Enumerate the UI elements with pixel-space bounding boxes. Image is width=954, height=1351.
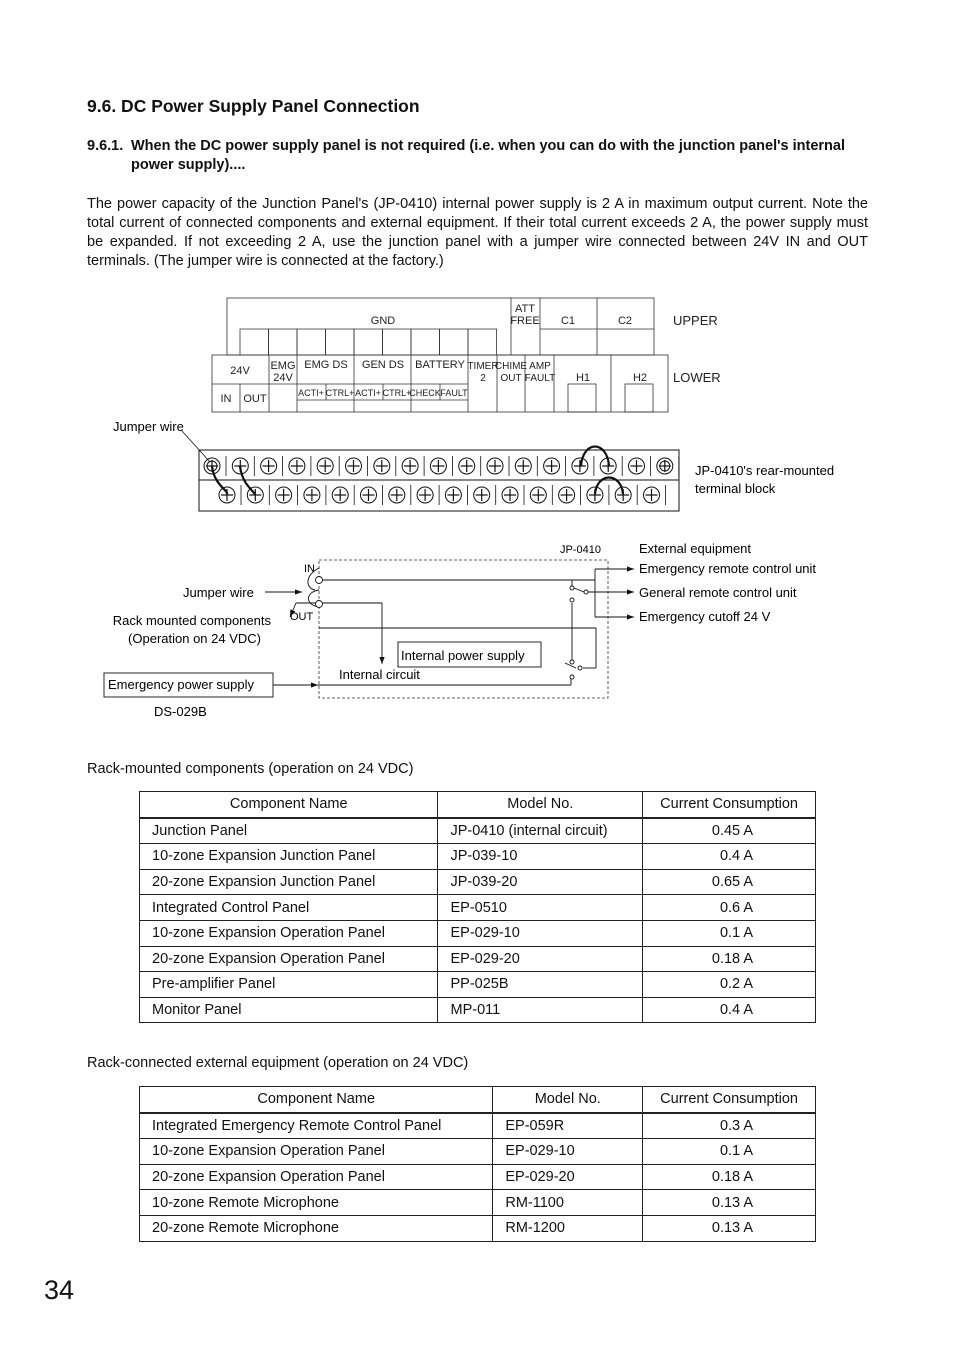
rack-components-label: Rack mounted components (112, 613, 271, 628)
component-name-cell: Junction Panel (140, 818, 438, 844)
model-cell: RM-1200 (493, 1215, 643, 1241)
terminal-screw-icon (559, 487, 575, 503)
amp-label: AMP (529, 361, 551, 372)
model-cell: EP-059R (493, 1113, 643, 1139)
table-row (140, 1113, 816, 1139)
rack-components-sublabel: (Operation on 24 VDC) (128, 631, 261, 646)
current-cell: 0.13 A (643, 1215, 816, 1241)
component-name-cell: Integrated Emergency Remote Control Panel (140, 1113, 493, 1139)
component-name-cell: 20-zone Expansion Operation Panel (140, 1164, 493, 1190)
subsection-text: When the DC power supply panel is not required (i.e. when you can do with the junction panel's internal power supply).... (131, 138, 846, 173)
terminal-screw-icon (417, 487, 433, 503)
current-cell: 0.13 A (643, 1190, 816, 1216)
component-name-cell: 10-zone Remote Microphone (140, 1190, 493, 1216)
component-name-cell: Monitor Panel (140, 997, 438, 1023)
table-row (140, 1164, 816, 1190)
terminal-screw-icon (346, 458, 362, 474)
current-cell: 0.1 A (643, 1139, 816, 1165)
h2-label: H2 (632, 372, 648, 384)
output-label: Emergency remote control unit (639, 561, 817, 576)
terminal-block-diagram (0, 290, 954, 530)
lower-label: LOWER (673, 370, 721, 385)
column-header: Current Consumption (643, 1087, 816, 1113)
terminal-screw-icon (402, 458, 418, 474)
att-label: ATT (515, 303, 535, 315)
column-header: Current Consumption (643, 792, 816, 818)
timer2-label: 2 (480, 373, 486, 384)
ds-model-label: DS-029B (154, 704, 207, 719)
out-label: OUT (243, 393, 267, 405)
c1-label: C1 (560, 315, 576, 327)
terminal-screw-icon (502, 487, 518, 503)
rack-mounted-table (139, 791, 816, 1023)
current-cell: 0.45 A (643, 818, 816, 844)
subsection-number: 9.6.1. (87, 138, 124, 154)
model-cell: JP-039-20 (438, 869, 643, 895)
upper-label: UPPER (673, 313, 718, 328)
terminal-screw-icon (219, 487, 235, 503)
circuit-diagram (0, 535, 954, 720)
table-row (140, 946, 816, 972)
terminal-screw-icon (629, 458, 645, 474)
jumper-wire-label: Jumper wire (183, 585, 254, 600)
internal-circuit-label: Internal circuit (339, 667, 420, 682)
current-cell: 0.1 A (643, 920, 816, 946)
column-header: Component Name (140, 1087, 493, 1113)
v24-label: 24V (230, 365, 250, 377)
out-terminal-label: OUT (290, 611, 314, 623)
sub-label: CTRL+ (325, 388, 355, 398)
output-label: General remote control unit (639, 585, 797, 600)
sub-label: ACTI+ (298, 388, 324, 398)
table-row (140, 997, 816, 1023)
subsection-heading (87, 137, 877, 175)
table-row (140, 895, 816, 921)
c2-label: C2 (617, 315, 633, 327)
terminal-screw-icon (530, 487, 546, 503)
component-name-cell: 10-zone Expansion Operation Panel (140, 920, 438, 946)
terminal-screw-icon (474, 487, 490, 503)
section-title: 9.6. DC Power Supply Panel Connection (87, 96, 420, 116)
terminal-screw-icon (644, 487, 660, 503)
column-header: Model No. (438, 792, 643, 818)
current-cell: 0.65 A (643, 869, 816, 895)
model-cell: EP-0510 (438, 895, 643, 921)
model-cell: EP-029-10 (493, 1139, 643, 1165)
output-label: Emergency cutoff 24 V (639, 609, 771, 624)
model-cell: RM-1100 (493, 1190, 643, 1216)
current-cell: 0.3 A (643, 1113, 816, 1139)
emg24-label: 24V (273, 372, 293, 384)
terminal-screw-icon (361, 487, 377, 503)
table-row (140, 818, 816, 844)
model-cell: EP-029-10 (438, 920, 643, 946)
emg-label: EMG (270, 360, 296, 372)
component-name-cell: 20-zone Remote Microphone (140, 1215, 493, 1241)
block-label-2: terminal block (695, 481, 776, 496)
terminal-screw-icon (445, 487, 461, 503)
amp-fault-label: FAULT (524, 373, 556, 384)
rack-connected-table (139, 1086, 816, 1242)
jp-0410-label: JP-0410 (560, 544, 601, 556)
terminal-screw-icon (374, 458, 390, 474)
table-row (140, 1139, 816, 1165)
current-cell: 0.4 A (643, 997, 816, 1023)
component-name-cell: Integrated Control Panel (140, 895, 438, 921)
terminal-screw-icon (459, 458, 475, 474)
gen-ds-label: GEN DS (361, 359, 405, 371)
gnd-label: GND (370, 315, 396, 327)
terminal-screw-icon (261, 458, 277, 474)
terminal-screw-icon (317, 458, 333, 474)
component-name-cell: 20-zone Expansion Junction Panel (140, 869, 438, 895)
chime-out-label: OUT (500, 373, 522, 384)
current-cell: 0.18 A (643, 1164, 816, 1190)
sub-label: ACTI+ (355, 388, 381, 398)
h1-label: H1 (575, 372, 591, 384)
terminal-screw-icon (430, 458, 446, 474)
terminal-screw-icon (304, 487, 320, 503)
table-row (140, 844, 816, 870)
external-equipment-label: External equipment (639, 541, 752, 556)
terminal-screw-icon (332, 487, 348, 503)
block-label: JP-0410's rear-mounted (695, 463, 835, 478)
model-cell: JP-039-10 (438, 844, 643, 870)
table-row (140, 869, 816, 895)
table-row (140, 1190, 816, 1216)
column-header: Model No. (493, 1087, 643, 1113)
current-cell: 0.2 A (643, 972, 816, 998)
sub-label: FAULT (440, 388, 468, 398)
terminal-screw-icon (487, 458, 503, 474)
emergency-power-supply-label: Emergency power supply (108, 677, 254, 692)
sub-label: CTRL+ (382, 388, 412, 398)
component-name-cell: 10-zone Expansion Operation Panel (140, 1139, 493, 1165)
jumper-wire-label: Jumper wire (113, 419, 184, 434)
terminal-screw-icon (572, 458, 588, 474)
terminal-screw-icon (544, 458, 560, 474)
column-header: Component Name (140, 792, 438, 818)
model-cell: PP-025B (438, 972, 643, 998)
intro-paragraph: The power capacity of the Junction Panel's (JP-0410) internal power supply is 2 A in maximum output current. Note the total current of connected components and external equipment. If their total current exceeds 2 A, the power supply must be expanded. If not exceeding 2 A, use the junction panel with a jumper wire connected between 24V IN and OUT terminals. (The jumper wire is connected at the factory.) (87, 196, 868, 269)
table-row (140, 972, 816, 998)
current-cell: 0.4 A (643, 844, 816, 870)
jumper-wire-line (581, 447, 609, 467)
model-cell: MP-011 (438, 997, 643, 1023)
emg-ds-label: EMG DS (304, 359, 348, 371)
model-cell: JP-0410 (internal circuit) (438, 818, 643, 844)
free-label: FREE (510, 315, 540, 327)
internal-power-supply-label: Internal power supply (401, 648, 525, 663)
component-name-cell: 20-zone Expansion Operation Panel (140, 946, 438, 972)
component-name-cell: 10-zone Expansion Junction Panel (140, 844, 438, 870)
model-cell: EP-029-20 (493, 1164, 643, 1190)
in-terminal-label: IN (304, 563, 315, 575)
sub-label: CHECK (409, 388, 441, 398)
model-cell: EP-029-20 (438, 946, 643, 972)
page-number: 34 (44, 1275, 75, 1305)
terminal-screw-icon (276, 487, 292, 503)
terminal-screw-icon (289, 458, 305, 474)
current-cell: 0.6 A (643, 895, 816, 921)
terminal-screw-icon (657, 458, 673, 474)
table-row (140, 920, 816, 946)
terminal-screw-icon (389, 487, 405, 503)
table-row (140, 1215, 816, 1241)
in-label: IN (220, 393, 232, 405)
chime-label: CHIME (494, 361, 528, 372)
timer-label: TIMER (467, 361, 499, 372)
table1-caption: Rack-mounted components (operation on 24 VDC) (87, 761, 414, 777)
terminal-screw-icon (515, 458, 531, 474)
current-cell: 0.18 A (643, 946, 816, 972)
table2-caption: Rack-connected external equipment (operation on 24 VDC) (87, 1055, 469, 1071)
battery-label: BATTERY (415, 359, 465, 371)
component-name-cell: Pre-amplifier Panel (140, 972, 438, 998)
